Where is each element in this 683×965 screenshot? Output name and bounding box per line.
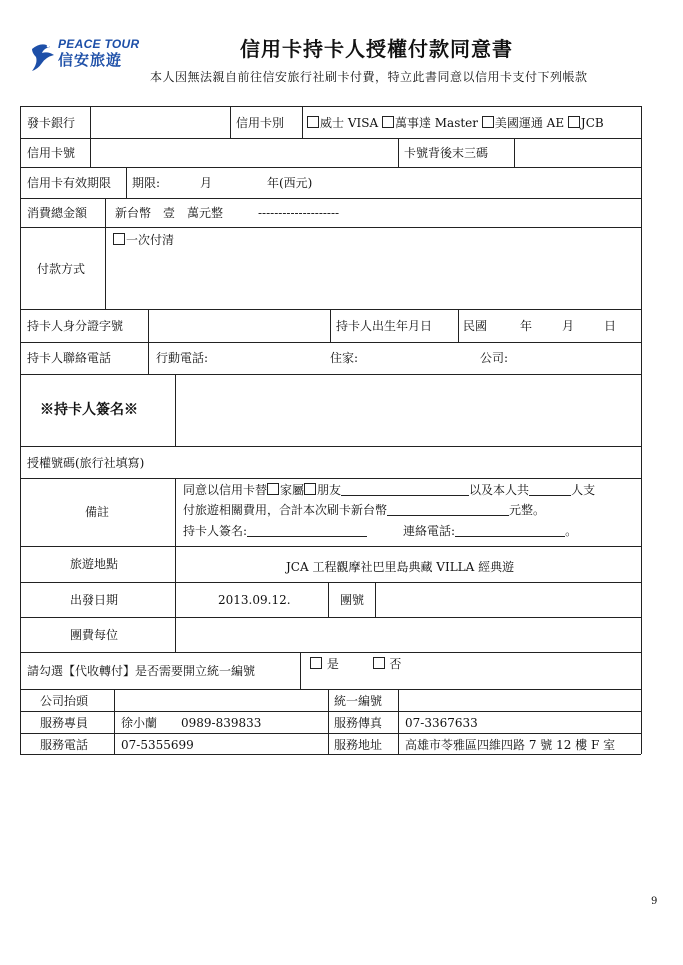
remarks-text-3b: 連絡電話: <box>403 524 456 538</box>
family-option: 家屬 <box>280 483 305 497</box>
remarks-line-1 <box>183 483 595 497</box>
logo-zh-text: 信安旅遊 <box>58 51 123 69</box>
friend-option: 朋友 <box>317 483 342 497</box>
group-number-label: 團號 <box>340 593 365 607</box>
remarks-text-1a: 同意以信用卡替 <box>183 483 268 497</box>
ae-checkbox[interactable] <box>482 116 494 128</box>
departure-date-value: 2013.09.12. <box>218 593 291 607</box>
page-number: 9 <box>651 896 658 907</box>
visa-checkbox[interactable] <box>307 116 319 128</box>
person-count-field[interactable] <box>529 483 571 496</box>
ae-option: 美國運通 AE <box>494 116 565 130</box>
contact-phone-label: 持卡人聯絡電話 <box>27 351 112 365</box>
invoice-question: 請勾選【代收轉付】是否需要開立統一編號 <box>27 664 256 678</box>
remarks-label: 備註 <box>85 505 110 519</box>
company-header-label: 公司抬頭 <box>40 694 89 708</box>
expiry-year: 年(西元) <box>267 176 313 190</box>
total-amount-dashes: -------------------- <box>258 206 340 220</box>
mobile-label: 行動電話: <box>156 351 209 365</box>
expiry-label: 信用卡有效期限 <box>27 176 112 190</box>
signature-label: ※持卡人簽名※ <box>40 402 138 418</box>
home-label: 住家: <box>330 351 359 365</box>
total-amount-label: 消費總金額 <box>27 206 88 220</box>
remarks-text-1c: 人支 <box>571 483 596 497</box>
jcb-checkbox[interactable] <box>568 116 580 128</box>
friend-name-field[interactable] <box>341 483 469 496</box>
pay-once-text: 一次付清 <box>126 233 175 247</box>
destination-value: JCA 工程觀摩社巴里島典藏 VILLA 經典遊 <box>286 560 515 574</box>
jcb-option: JCB <box>580 116 604 130</box>
issuing-bank-label: 發卡銀行 <box>27 116 76 130</box>
master-checkbox[interactable] <box>382 116 394 128</box>
pay-once-option <box>113 233 174 247</box>
tour-fee-label: 團費每位 <box>70 628 119 642</box>
remarks-text-2b: 元整。 <box>509 503 546 517</box>
remark-signature-field[interactable] <box>247 524 367 537</box>
invoice-options <box>310 657 401 671</box>
card-type-label: 信用卡別 <box>236 116 285 130</box>
departure-date-label: 出發日期 <box>70 593 119 607</box>
form-title: 信用卡持卡人授權付款同意書 <box>240 37 513 61</box>
expiry-month: 月 <box>200 176 213 190</box>
service-address-value: 高雄市苓雅區四維四路 7 號 12 樓 F 室 <box>405 738 616 752</box>
birth-year: 年 <box>520 319 533 333</box>
service-phone-value: 07-5355699 <box>121 738 194 752</box>
charge-amount-field[interactable] <box>387 503 509 516</box>
remarks-text-1b: 以及本人共 <box>469 483 530 497</box>
auth-code-label: 授權號碼(旅行社填寫) <box>27 456 145 470</box>
payment-method-label: 付款方式 <box>37 262 86 276</box>
service-fax-label: 服務傳真 <box>334 716 383 730</box>
logo-en-text: PEACE TOUR <box>58 37 140 51</box>
tax-id-label: 統一編號 <box>334 694 383 708</box>
service-address-label: 服務地址 <box>334 738 383 752</box>
master-option: 萬事達 Master <box>394 116 479 130</box>
service-fax-value: 07-3367633 <box>405 716 478 730</box>
invoice-no-text: 否 <box>389 657 402 671</box>
cvv-label: 卡號背後末三碼 <box>404 146 489 160</box>
total-amount-value: 新台幣 壹 萬元整 <box>115 206 224 220</box>
card-number-label: 信用卡號 <box>27 146 76 160</box>
remarks-text-3c: 。 <box>565 524 578 538</box>
remarks-text-3a: 持卡人簽名: <box>183 524 248 538</box>
service-agent-label: 服務專員 <box>40 716 89 730</box>
family-checkbox[interactable] <box>267 483 279 495</box>
roc-label: 民國 <box>463 319 488 333</box>
destination-label: 旅遊地點 <box>70 557 119 571</box>
remarks-line-3 <box>183 524 577 538</box>
visa-option: 威士 VISA <box>320 116 379 130</box>
remarks-text-2a: 付旅遊相關費用，合計本次刷卡新台幣 <box>183 503 388 517</box>
birth-day: 日 <box>604 319 617 333</box>
service-phone-label: 服務電話 <box>40 738 89 752</box>
remark-phone-field[interactable] <box>455 524 565 537</box>
invoice-no-checkbox[interactable] <box>373 657 385 669</box>
id-number-label: 持卡人身分證字號 <box>27 319 124 333</box>
card-type-options <box>307 116 604 130</box>
form-subtitle: 本人因無法親自前往信安旅行社刷卡付費，特立此書同意以信用卡支付下列帳款 <box>150 70 588 84</box>
invoice-yes-checkbox[interactable] <box>310 657 322 669</box>
friend-checkbox[interactable] <box>304 483 316 495</box>
birth-month: 月 <box>562 319 575 333</box>
birth-date-label: 持卡人出生年月日 <box>336 319 433 333</box>
remarks-line-2 <box>183 503 545 517</box>
invoice-yes-text: 是 <box>326 657 339 671</box>
company-phone-label: 公司: <box>480 351 509 365</box>
service-agent-value: 徐小蘭 0989-839833 <box>121 716 262 730</box>
pay-once-checkbox[interactable] <box>113 233 125 245</box>
expiry-prefix: 期限: <box>132 176 161 190</box>
